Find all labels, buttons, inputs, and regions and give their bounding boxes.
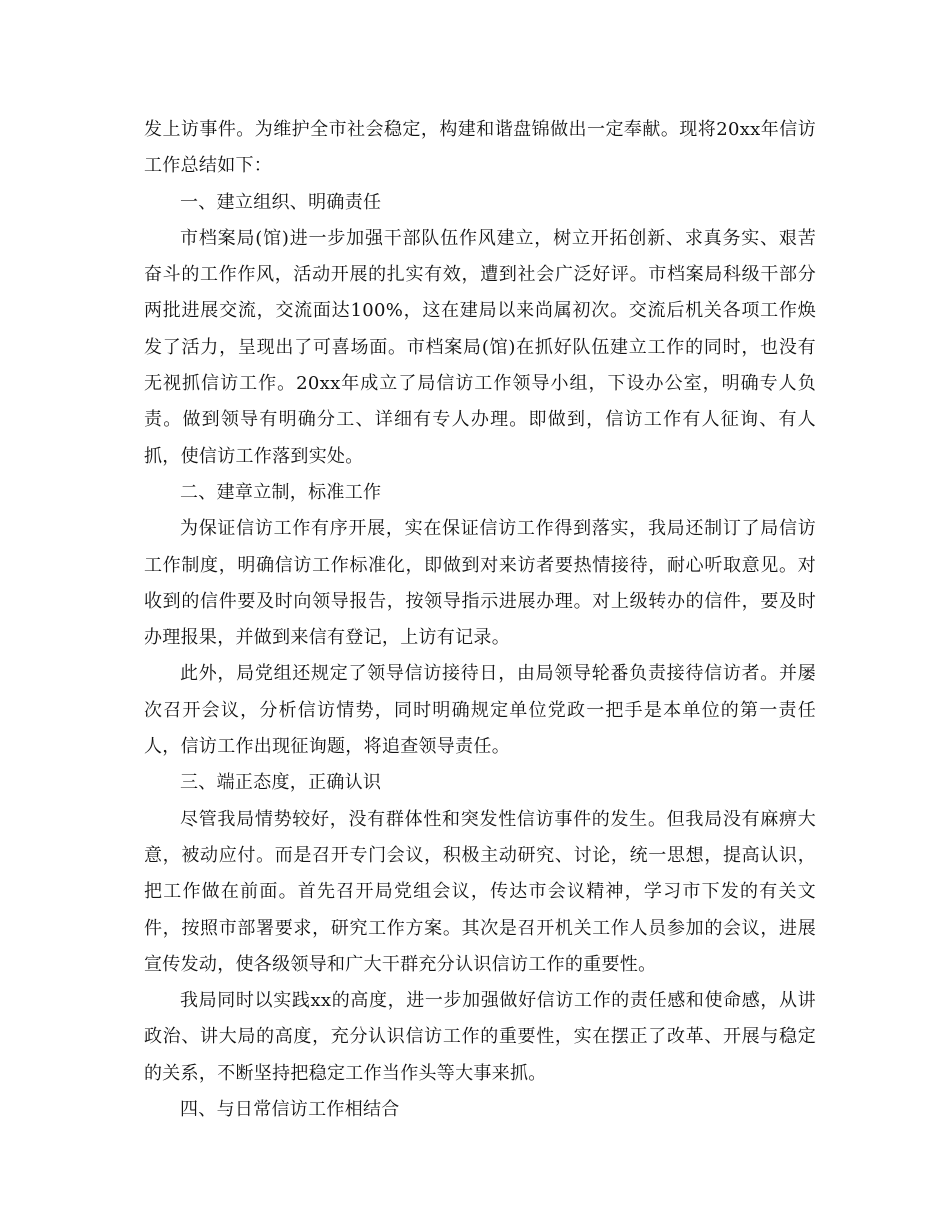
section-heading-4: 四、与日常信访工作相结合 bbox=[180, 1099, 400, 1121]
paragraph-attitude: 尽管我局情势较好，没有群体性和突发性信访事件的发生。但我局没有麻痹大意，被动应付。而是召开专门会议，积极主动研究、讨论，统一思想，提高认识，把工作做在前面。首先召开局党组会议，传达市会议精神，学习市下发的有关文件，按照市部署要求，研究工作方案。其次是召开机关工作人员参加的会议，进展宣传发动，使各级领导和广大干群充分认识信访工作的重要性。 bbox=[144, 808, 816, 975]
paragraph-system: 为保证信访工作有序开展，实在保证信访工作得到落实，我局还制订了局信访工作制度，明确信访工作标准化，即做到对来访者要热情接待，耐心听取意见。对收到的信件要及时向领导报告，按领导指示进展办理。对上级转办的信件，要及时办理报果，并做到来信有登记，上访有记录。 bbox=[144, 518, 816, 649]
paragraph-reception-day: 此外，局党组还规定了领导信访接待日，由局领导轮番负责接待信访者。并屡次召开会议，分析信访情势，同时明确规定单位党政一把手是本单位的第一责任人，信访工作出现征询题，将追查领导责任。 bbox=[144, 663, 816, 758]
section-heading-2: 二、建章立制，标准工作 bbox=[180, 481, 382, 503]
paragraph-responsibility: 我局同时以实践xx的高度，进一步加强做好信访工作的责任感和使命感，从讲政治、讲大局的高度，充分认识信访工作的重要性，实在摆正了改革、开展与稳定的关系，不断坚持把稳定工作当作头等大事来抓。 bbox=[144, 990, 816, 1084]
section-heading-1: 一、建立组织、明确责任 bbox=[180, 191, 382, 213]
section-heading-3: 三、端正态度，正确认识 bbox=[180, 772, 382, 794]
paragraph-organization: 市档案局(馆)进一步加强干部队伍作风建立，树立开拓创新、求真务实、艰苦奋斗的工作作风，活动开展的扎实有效，遭到社会广泛好评。市档案局科级干部分两批进展交流，交流面达100%，这在建局以来尚属初次。交流后机关各项工作焕发了活力，呈现出了可喜场面。市档案局(馆)在抓好队伍建立工作的同时，也没有无视抓信访工作。20xx年成立了局信访工作领导小组，下设办公室，明确专人负责。做到领导有明确分工、详细有专人办理。即做到，信访工作有人征询、有人抓，使信访工作落到实处。 bbox=[144, 227, 816, 467]
document-body bbox=[144, 112, 816, 1128]
paragraph-continuation: 发上访事件。为维护全市社会稳定，构建和谐盘锦做出一定奉献。现将20xx年信访工作总结如下： bbox=[144, 119, 816, 177]
